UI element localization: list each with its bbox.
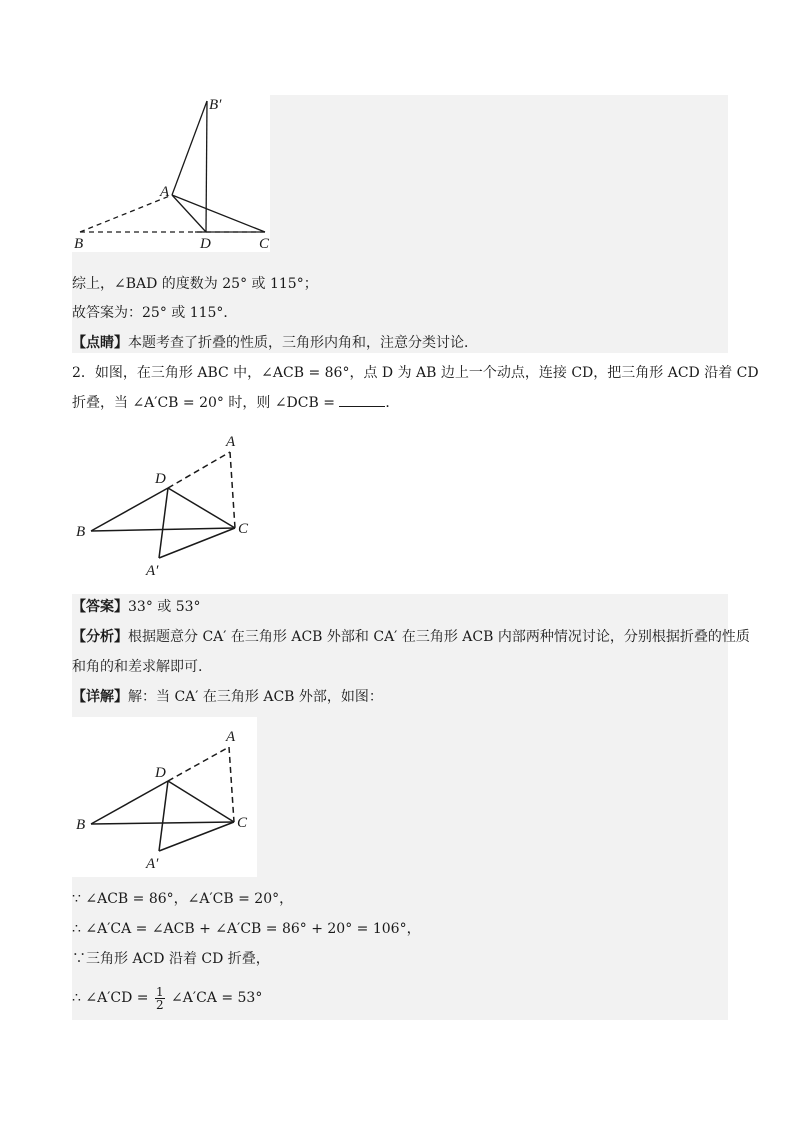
analysis-tag: 【分析】 xyxy=(72,629,128,645)
label-c: C xyxy=(238,521,249,537)
answer-blank xyxy=(339,394,385,407)
segment-a-prime-c xyxy=(159,528,235,558)
label-d: D xyxy=(155,471,166,487)
segment-ac xyxy=(172,195,265,232)
analysis-line-1 xyxy=(72,627,750,647)
detail-line xyxy=(72,687,383,707)
segment-bd xyxy=(91,781,168,824)
comment-line xyxy=(72,333,478,353)
answer-value: 33° 或 53° xyxy=(128,599,201,615)
comment-tag: 【点睛】 xyxy=(72,335,128,351)
dashed-segment-da xyxy=(168,452,230,488)
question-line-1: 2．如图，在三角形 ABC 中，∠ACB = 86°，点 D 为 AB 边上一个动点，连接 CD，把三角形 ACD 沿着 CD xyxy=(72,365,759,381)
label-d: D xyxy=(200,236,211,252)
label-a-prime: A′ xyxy=(146,563,159,579)
label-b: B xyxy=(76,817,86,833)
comment-text: 本题考查了折叠的性质，三角形内角和，注意分类讨论． xyxy=(128,335,478,351)
detail-tag: 【详解】 xyxy=(72,689,128,705)
label-d: D xyxy=(155,765,166,781)
segment-ad xyxy=(172,195,206,232)
question-line-2-end: ． xyxy=(385,395,400,411)
label-a-prime: A′ xyxy=(146,856,159,872)
summary-line: 综上，∠BAD 的度数为 25° 或 115°； xyxy=(72,276,318,292)
label-b: B xyxy=(74,236,84,252)
figure-fold-triangle-1 xyxy=(72,95,270,252)
fraction-denominator: 2 xyxy=(155,997,164,1012)
answer-line: 故答案为：25° 或 115°． xyxy=(72,305,238,321)
segment-ab-prime xyxy=(172,101,207,195)
dashed-segment-ac xyxy=(230,452,235,528)
label-b: B xyxy=(76,524,86,540)
label-c: C xyxy=(237,815,248,831)
label-a: A xyxy=(160,184,170,200)
analysis-line-2: 和角的和差求解即可. xyxy=(72,659,203,675)
segment-da-prime xyxy=(159,781,168,851)
segment-dc xyxy=(168,781,234,822)
label-b-prime: B′ xyxy=(209,97,222,113)
segment-da-prime xyxy=(159,488,168,558)
step-4-prefix: ∴ ∠A′CD = xyxy=(72,990,149,1006)
question-line-2 xyxy=(72,393,399,413)
figure-solution xyxy=(72,717,257,877)
dashed-segment-ac xyxy=(229,747,234,822)
step-1: ∵ ∠ACB = 86°，∠A′CB = 20°， xyxy=(72,891,294,907)
label-a: A xyxy=(226,434,236,450)
label-c: C xyxy=(259,236,270,252)
segment-dc xyxy=(168,488,235,528)
analysis-text: 根据题意分 CA′ 在三角形 ACB 外部和 CA′ 在三角形 ACB 内部两种情况讨论，分别根据折叠的性质 xyxy=(128,629,750,645)
segment-b-prime-d xyxy=(206,101,207,232)
question-line-2-text: 折叠，当 ∠A′CB = 20° 时，则 ∠DCB = xyxy=(72,395,335,411)
segment-bd xyxy=(91,488,168,531)
figure-question xyxy=(72,420,262,582)
step-4 xyxy=(72,984,262,1012)
dashed-segment-da xyxy=(168,747,229,781)
detail-text: 解：当 CA′ 在三角形 ACB 外部，如图： xyxy=(128,689,383,705)
fraction-numerator: 1 xyxy=(155,984,164,999)
step-4-suffix: ∠A′CA = 53° xyxy=(171,990,263,1006)
answer-tag: 【答案】 xyxy=(72,599,128,615)
fraction-one-half xyxy=(155,986,165,1011)
dashed-segment-ba xyxy=(80,195,172,232)
answer-tag-line xyxy=(72,597,201,617)
label-a: A xyxy=(226,729,236,745)
step-2: ∴ ∠A′CA = ∠ACB + ∠A′CB = 86° + 20° = 106°， xyxy=(72,921,421,937)
segment-a-prime-c xyxy=(159,822,234,851)
step-3: ∵三角形 ACD 沿着 CD 折叠， xyxy=(72,951,270,967)
